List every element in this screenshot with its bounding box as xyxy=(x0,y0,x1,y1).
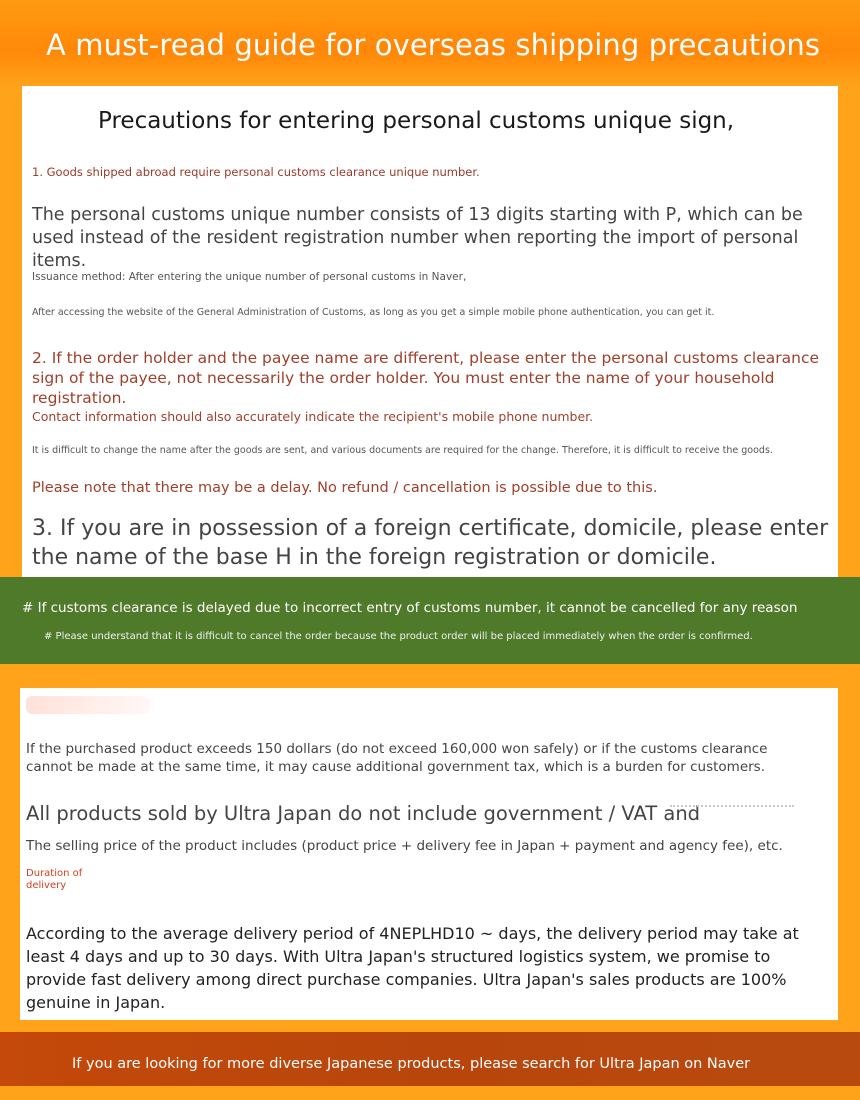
tax-notice-text: If the purchased product exceeds 150 dollars (do not exceed 160,000 won safely) or if the customs clearance cannot be made at the same time, it may cause additional government tax, which is a burden for customers. xyxy=(26,741,768,775)
dotted-divider xyxy=(670,805,794,807)
name-change-difficulty-text: It is difficult to change the name after the goods are sent, and various documents are required for the change. Therefore, it is difficult to receive the goods. xyxy=(32,445,773,456)
selling-price-text: The selling price of the product includes (product price + delivery fee in Japan + payment and agency fee), etc. xyxy=(26,838,783,854)
customs-number-note: 1. Goods shipped abroad require personal customs clearance unique number. xyxy=(32,165,480,179)
cancellation-notice-line-1: # If customs clearance is delayed due to incorrect entry of customs number, it cannot be cancelled for any reason xyxy=(22,600,798,616)
cancellation-notice-bar xyxy=(0,577,860,664)
footer-banner xyxy=(0,1032,860,1086)
customs-number-description: The personal customs unique number consists of 13 digits starting with P, which can be used instead of the resident registration number when reporting the import of personal items. xyxy=(32,205,803,271)
access-website-text: After accessing the website of the General Administration of Customs, as long as you get a simple mobile phone authentication, you can get it. xyxy=(32,307,715,318)
title-banner xyxy=(0,0,860,86)
foreign-certificate-point: 3. If you are in possession of a foreign certificate, domicile, please enter the name of the base H in the foreign registration or domicile. xyxy=(32,516,829,570)
page-title: A must-read guide for overseas shipping precautions xyxy=(46,28,821,62)
section-heading: Precautions for entering personal customs unique sign, xyxy=(98,108,735,134)
vat-notice-text: All products sold by Ultra Japan do not include government / VAT and xyxy=(26,802,701,825)
delay-notice-text: Please note that there may be a delay. No refund / cancellation is possible due to this. xyxy=(32,480,658,496)
faded-label-mark xyxy=(26,696,150,714)
issuance-method-text: Issuance method: After entering the unique number of personal customs in Naver, xyxy=(32,271,467,283)
duration-label: Duration of delivery xyxy=(26,868,83,891)
contact-info-text: Contact information should also accurately indicate the recipient's mobile phone number. xyxy=(32,409,594,424)
tax-delivery-panel xyxy=(20,688,838,1020)
delivery-period-text: According to the average delivery period of 4NEPLHD10 ~ days, the delivery period may take at least 4 days and up to 30 days. With Ultra Japan's structured logistics system, we promise to provide fast delivery among direct purchase companies. Ultra Japan's sales products are 100% genuine in Japan. xyxy=(26,924,799,1012)
customs-precautions-panel xyxy=(22,86,838,577)
cancellation-notice-line-2: # Please understand that it is difficult to cancel the order because the product order will be placed immediately when the order is confirmed. xyxy=(44,631,753,642)
name-mismatch-point: 2. If the order holder and the payee name are different, please enter the personal customs clearance sign of the payee, not necessarily the order holder. You must enter the name of your household registration. xyxy=(32,349,820,407)
footer-text: If you are looking for more diverse Japanese products, please search for Ultra Japan on Naver xyxy=(72,1056,751,1072)
